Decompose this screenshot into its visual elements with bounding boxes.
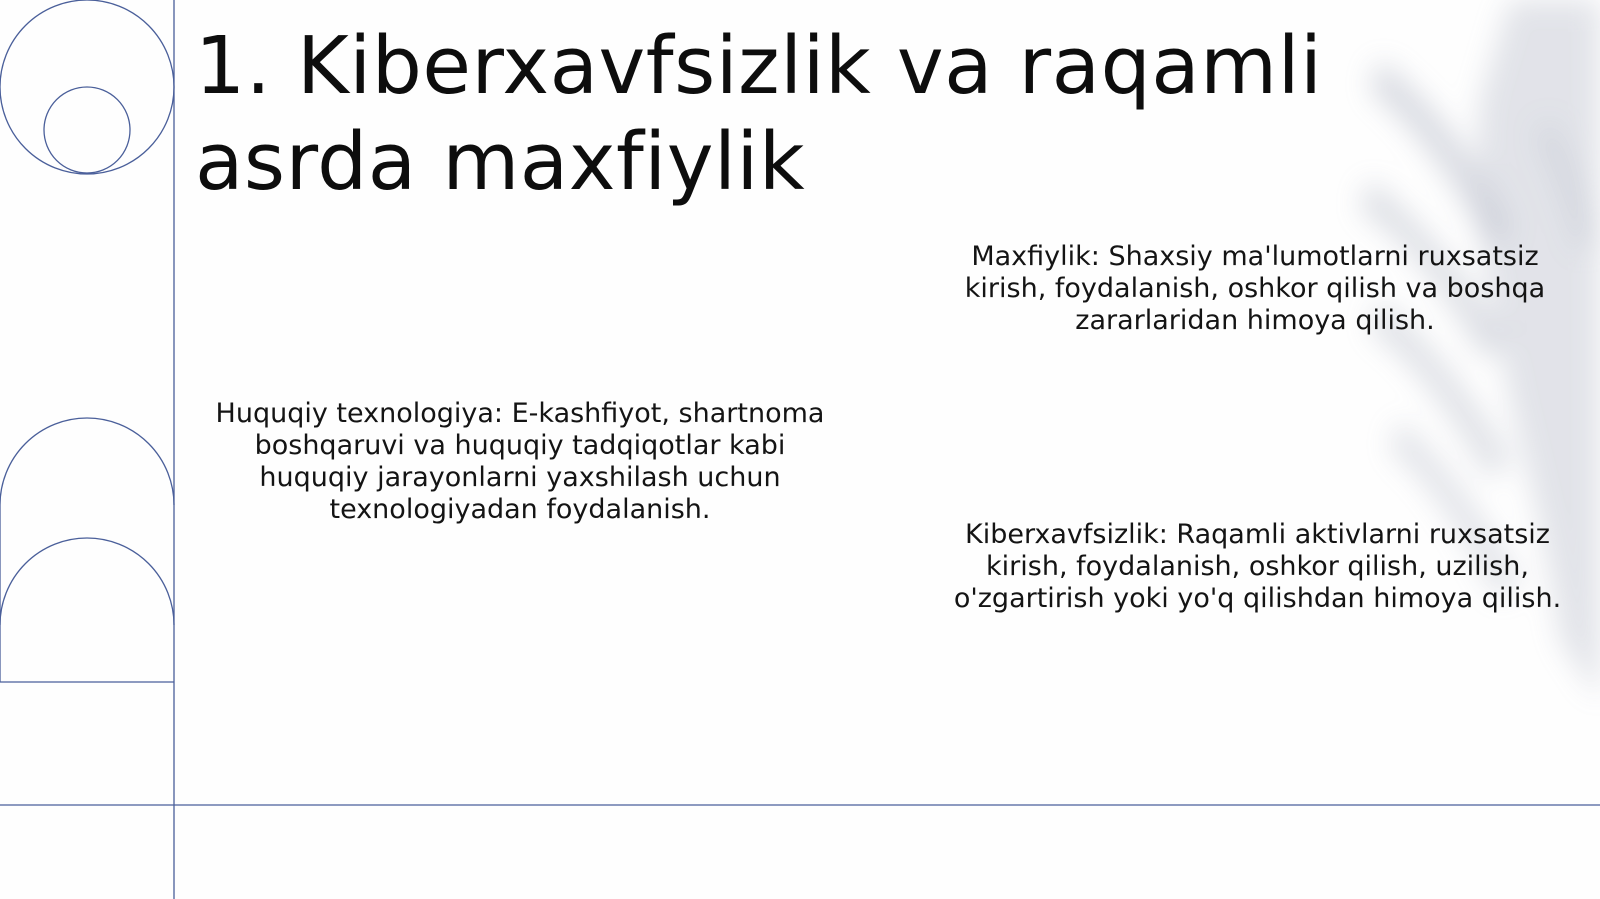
- privacy-paragraph: Maxfiylik: Shaxsiy ma'lumotlarni ruxsatsiz kirish, foydalanish, oshkor qilish va boshqa zararlaridan himoya qilish.: [964, 241, 1546, 336]
- upper-arch: [0, 418, 174, 505]
- cybersecurity-paragraph: Kiberxavfsizlik: Raqamli aktivlarni ruxsatsiz kirish, foydalanish, oshkor qilish, uzilish, o'zgartirish yoki yo'q qilishdan himoya qilish.: [953, 519, 1562, 614]
- slide-title: 1. Kiberxavfsizlik va raqamli asrda maxfiylik: [195, 20, 1323, 208]
- lower-arch: [0, 538, 174, 625]
- small-circle: [44, 87, 130, 173]
- legal-tech-paragraph: Huquqiy texnologiya: E-kashfiyot, shartnoma boshqaruvi va huquqiy tadqiqotlar kabi huquqiy jarayonlarni yaxshilash uchun texnologiyadan foydalanish.: [215, 398, 825, 525]
